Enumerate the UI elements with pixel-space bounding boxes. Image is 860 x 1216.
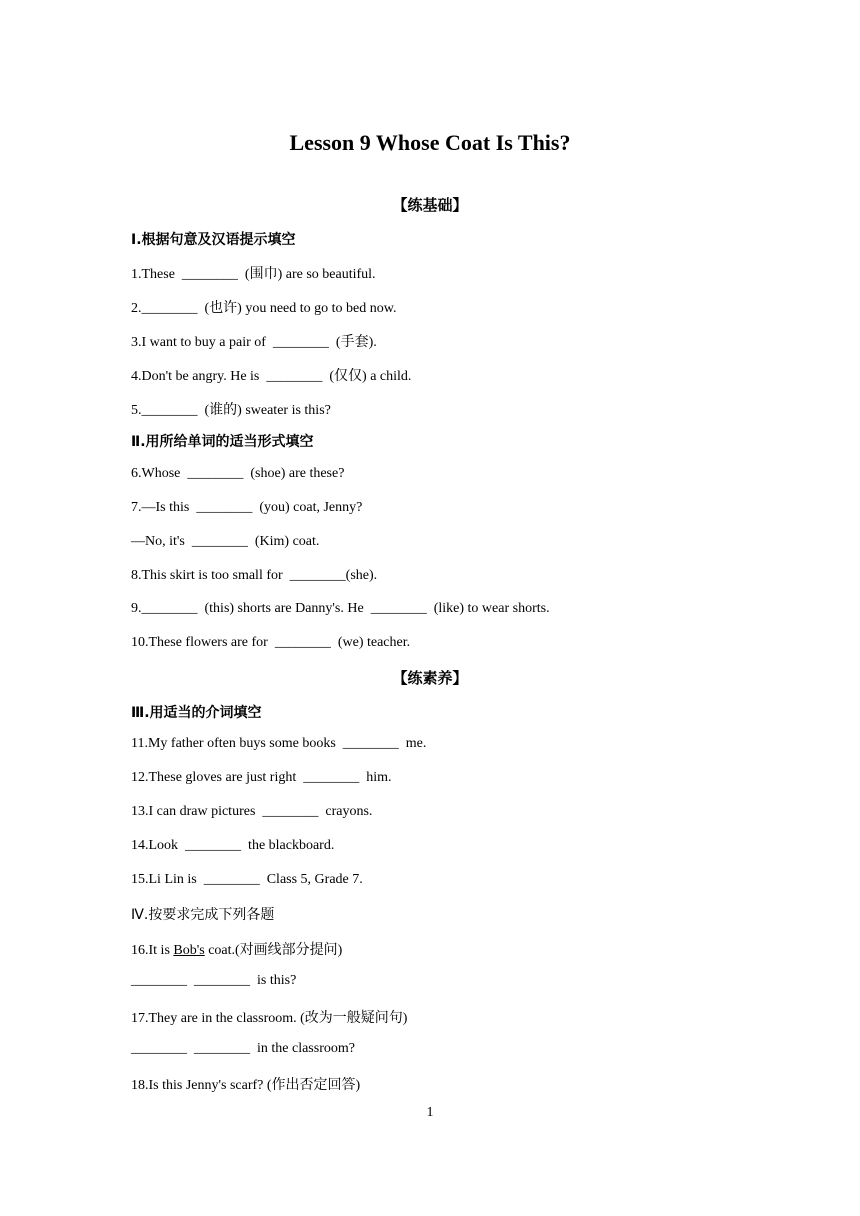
question-11: 11.My father often buys some books ________ me. (131, 736, 427, 751)
question-5: 5.________ (谁的) sweater is this? (131, 403, 331, 418)
part-1-heading: Ⅰ.根据句意及汉语提示填空 (131, 232, 296, 248)
section-heading-basics: 【练基础】 (392, 196, 468, 214)
question-16-prefix: 16.It is (131, 943, 174, 958)
part-4-heading: Ⅳ.按要求完成下列各题 (131, 907, 275, 923)
question-17: 17.They are in the classroom. (改为一般疑问句) (131, 1011, 408, 1026)
question-14: 14.Look ________ the blackboard. (131, 838, 335, 853)
question-10: 10.These flowers are for ________ (we) teacher. (131, 635, 411, 650)
question-15: 15.Li Lin is ________ Class 5, Grade 7. (131, 872, 363, 887)
question-6: 6.Whose ________ (shoe) are these? (131, 466, 345, 481)
question-17-answer: ________ ________ in the classroom? (131, 1041, 355, 1056)
question-16 (131, 939, 342, 959)
question-3: 3.I want to buy a pair of ________ (手套). (131, 335, 377, 350)
question-4: 4.Don't be angry. He is ________ (仅仅) a child. (131, 369, 412, 384)
question-16-suffix: coat.(对画线部分提问) (204, 943, 343, 958)
question-16-answer: ________ ________ is this? (131, 973, 297, 988)
part-2-heading: Ⅱ.用所给单词的适当形式填空 (131, 434, 314, 450)
question-18: 18.Is this Jenny's scarf? (作出否定回答) (131, 1078, 361, 1093)
question-2: 2.________ (也许) you need to go to bed now. (131, 301, 397, 316)
section-heading-literacy: 【练素养】 (392, 669, 468, 687)
page-title: Lesson 9 Whose Coat Is This? (289, 130, 571, 155)
question-13: 13.I can draw pictures ________ crayons. (131, 804, 373, 819)
question-12: 12.These gloves are just right ________ him. (131, 770, 392, 785)
question-9: 9.________ (this) shorts are Danny's. He ________ (like) to wear shorts. (131, 601, 550, 616)
question-16-underlined: Bob's (173, 943, 205, 958)
page-number: 1 (426, 1105, 434, 1120)
question-7a: 7.—Is this ________ (you) coat, Jenny? (131, 500, 363, 515)
question-8: 8.This skirt is too small for ________(she). (131, 568, 378, 583)
part-3-heading: Ⅲ.用适当的介词填空 (131, 705, 262, 721)
question-7b: —No, it's ________ (Kim) coat. (131, 534, 320, 549)
question-1: 1.These ________ (围巾) are so beautiful. (131, 267, 376, 282)
